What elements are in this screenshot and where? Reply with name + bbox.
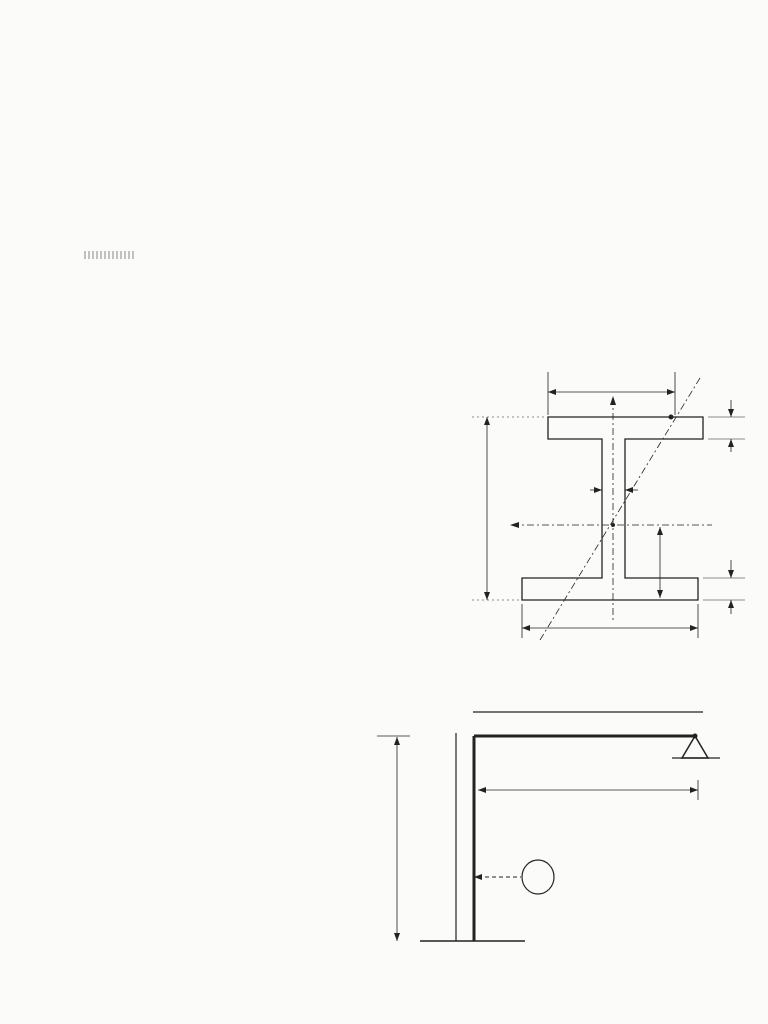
figure1-i-section (460, 360, 760, 670)
epreuve-row (82, 245, 138, 261)
i-profile-outline (522, 417, 703, 600)
redaction-mark (84, 251, 136, 259)
figure2-frame (370, 700, 730, 965)
